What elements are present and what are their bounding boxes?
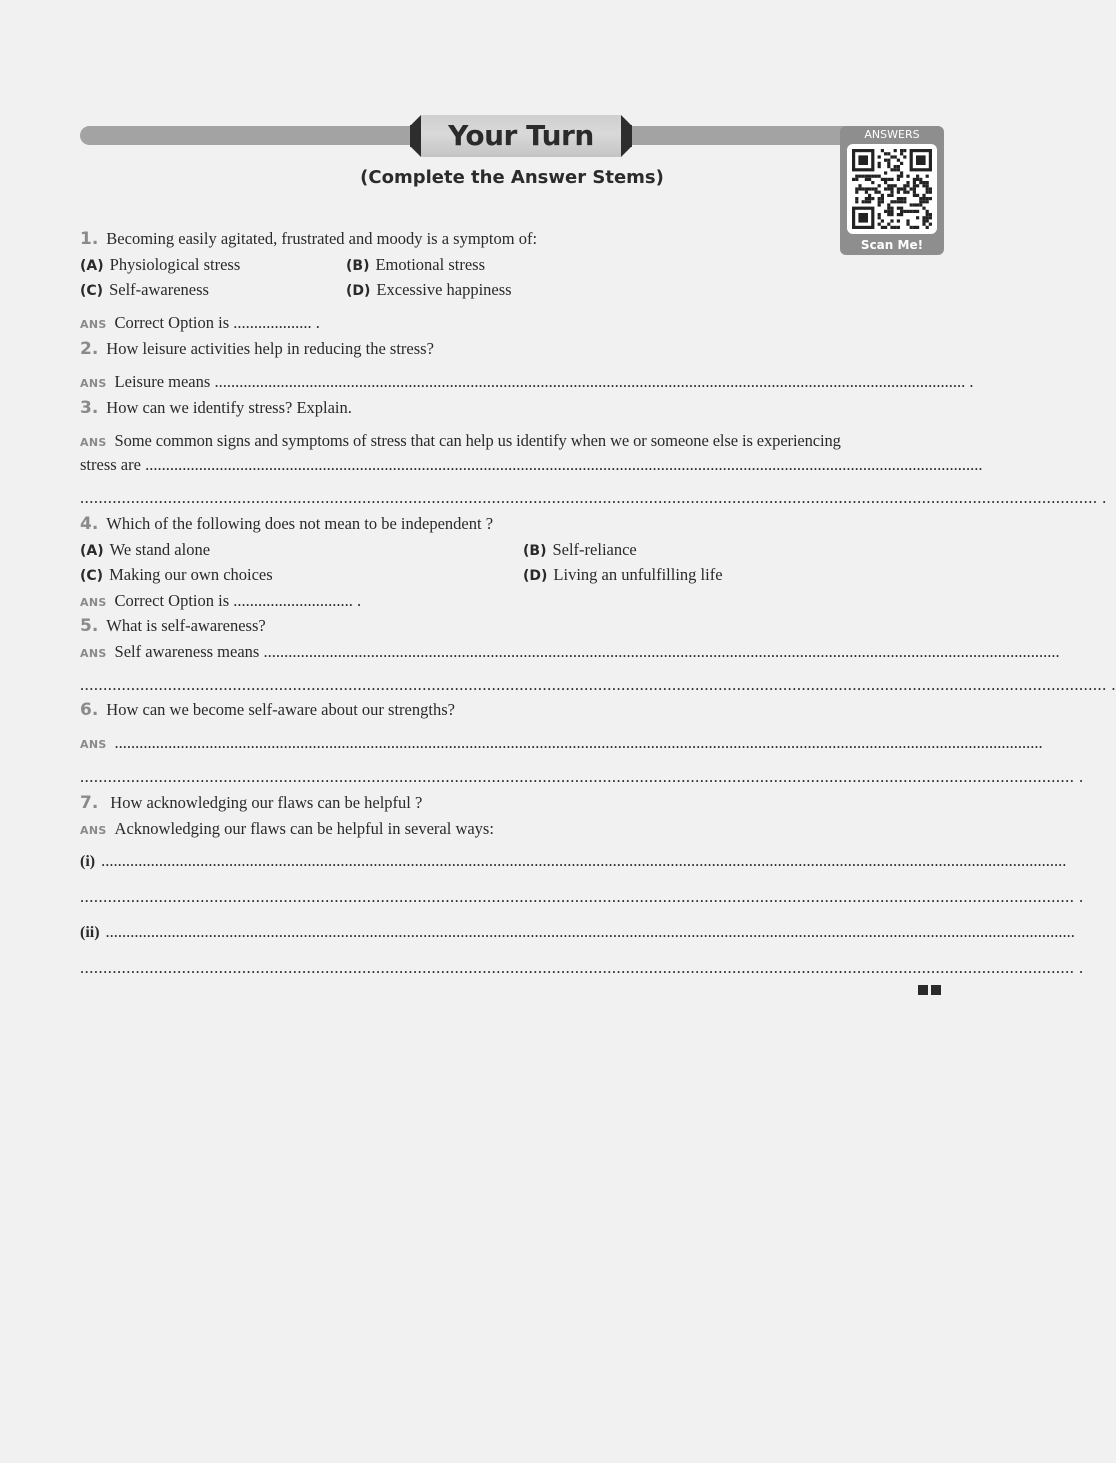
- q7-item-1[interactable]: [80, 851, 1067, 871]
- q5-answer-line-2[interactable]: .............................................................................................................................................................................................................................. .: [80, 675, 1116, 694]
- item-label: (i): [80, 853, 96, 870]
- q7-answer: [80, 819, 944, 839]
- option-label: (A): [80, 258, 104, 274]
- q4-option-a[interactable]: [80, 540, 210, 560]
- question-number: 3.: [80, 398, 99, 418]
- q4-answer[interactable]: [80, 591, 944, 611]
- answer-blank[interactable]: .................................................................................................................................................................................................: [263, 642, 1060, 661]
- answer-blank[interactable]: ..........................................................................................................................................................................................................................................: [101, 851, 1067, 870]
- question-5: [80, 616, 944, 636]
- question-4: [80, 514, 944, 534]
- q4-option-d[interactable]: [523, 565, 723, 585]
- q1-option-d[interactable]: [346, 280, 512, 300]
- question-3: [80, 398, 944, 418]
- question-text: Which of the following does not mean to be independent ?: [106, 514, 494, 533]
- answer-stem: Some common signs and symptoms of stress that can help us identify when we or someone else is experiencing: [114, 431, 841, 450]
- answer-stem: Self awareness means: [114, 642, 260, 661]
- q7-item-1-line-2[interactable]: ....................................................................................................................................................................................................................... .: [80, 887, 1084, 906]
- question-text: How leisure activities help in reducing the stress?: [106, 339, 434, 358]
- option-text: Excessive happiness: [376, 280, 512, 299]
- q4-option-b[interactable]: [523, 540, 637, 560]
- option-text: Self-reliance: [552, 540, 637, 559]
- question-text: Becoming easily agitated, frustrated and moody is a symptom of:: [106, 229, 538, 248]
- option-text: Making our own choices: [109, 565, 273, 584]
- qr-label-top: ANSWERS: [864, 128, 920, 141]
- option-text: Emotional stress: [375, 255, 485, 274]
- q7-item-2[interactable]: [80, 922, 1075, 942]
- ans-tag: ANS: [80, 647, 107, 660]
- q6-answer[interactable]: [80, 733, 1043, 753]
- option-text: Physiological stress: [109, 255, 241, 274]
- option-label: (C): [80, 568, 104, 584]
- question-number: 4.: [80, 514, 99, 534]
- option-text: We stand alone: [109, 540, 211, 559]
- question-text: How acknowledging our flaws can be helpful ?: [110, 793, 423, 812]
- q3-answer-line-1: [80, 431, 944, 451]
- ans-tag: ANS: [80, 824, 107, 837]
- page-subtitle: (Complete the Answer Stems): [360, 167, 664, 188]
- answer-stem: Correct Option is ................... .: [114, 313, 320, 332]
- qr-label-bottom: Scan Me!: [860, 238, 924, 252]
- question-text: How can we become self-aware about our strengths?: [106, 700, 455, 719]
- question-text: What is self-awareness?: [106, 616, 266, 635]
- question-number: 1.: [80, 229, 99, 249]
- answer-blank[interactable]: ...........................................................................................................................................................................................................: [145, 455, 983, 474]
- answer-stem: stress are: [80, 455, 141, 474]
- ans-tag: ANS: [80, 318, 107, 331]
- question-number: 5.: [80, 616, 99, 636]
- q6-answer-line-2[interactable]: ....................................................................................................................................................................................................................... .: [80, 767, 1084, 786]
- q1-answer[interactable]: [80, 313, 944, 333]
- ans-tag: ANS: [80, 596, 107, 609]
- option-label: (A): [80, 543, 104, 559]
- answer-stem: Correct Option is ............................. .: [114, 591, 362, 610]
- q1-option-a[interactable]: [80, 255, 240, 275]
- q3-answer-line-3[interactable]: ............................................................................................................................................................................................................................ .: [80, 488, 1107, 507]
- answer-stem: Leisure means: [114, 372, 211, 391]
- answer-blank[interactable]: ...................................................................................................................................................................................... .: [214, 372, 974, 391]
- option-label: (B): [523, 543, 547, 559]
- answer-blank[interactable]: ...........................................................................................................................................................................................................................................: [105, 922, 1075, 941]
- page-title: Your Turn: [421, 115, 621, 157]
- question-number: 2.: [80, 339, 99, 359]
- option-text: Living an unfulfilling life: [553, 565, 723, 584]
- question-7: [80, 793, 944, 813]
- q7-item-2-line-2[interactable]: ....................................................................................................................................................................................................................... .: [80, 958, 1084, 977]
- q4-option-c[interactable]: [80, 565, 273, 585]
- end-mark-icon: [918, 985, 928, 995]
- q1-option-c[interactable]: [80, 280, 209, 300]
- ans-tag: ANS: [80, 377, 107, 390]
- question-number: 7.: [80, 793, 99, 813]
- option-label: (B): [346, 258, 370, 274]
- option-label: (D): [346, 283, 371, 299]
- q2-answer[interactable]: [80, 372, 974, 392]
- title-banner: [410, 115, 632, 157]
- end-mark-icon: [931, 985, 941, 995]
- q5-answer[interactable]: [80, 642, 1060, 662]
- item-label: (ii): [80, 924, 100, 941]
- answer-blank[interactable]: .................................................................................................................................................................................................................................: [114, 733, 1043, 752]
- question-text: How can we identify stress? Explain.: [106, 398, 352, 417]
- q1-option-b[interactable]: [346, 255, 485, 275]
- ans-tag: ANS: [80, 436, 107, 449]
- q3-answer-line-2[interactable]: [80, 455, 983, 475]
- qr-code-icon[interactable]: [847, 144, 937, 234]
- question-number: 6.: [80, 700, 99, 720]
- question-2: [80, 339, 944, 359]
- ans-tag: ANS: [80, 738, 107, 751]
- option-text: Self-awareness: [109, 280, 209, 299]
- question-6: [80, 700, 944, 720]
- option-label: (D): [523, 568, 548, 584]
- answer-stem: Acknowledging our flaws can be helpful in several ways:: [114, 819, 494, 838]
- question-1: [80, 229, 944, 249]
- option-label: (C): [80, 283, 104, 299]
